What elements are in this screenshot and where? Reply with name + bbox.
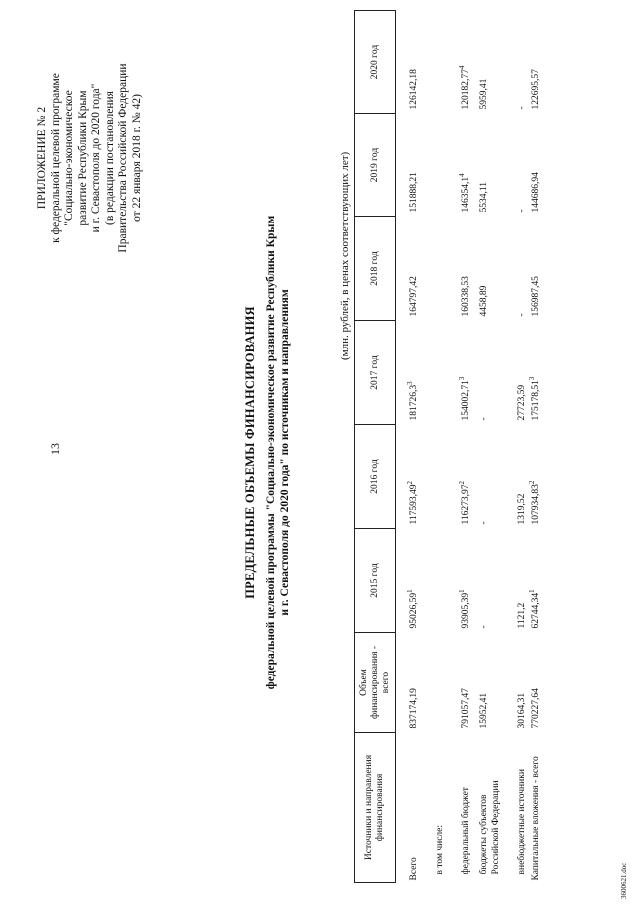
cell-2018: 164797,42	[409, 276, 419, 317]
subtitle-line-1: федеральной целевой программы "Социально-экономическое развитие Республики Крым	[265, 215, 277, 690]
header-source: Источники и направления финансирования	[355, 733, 396, 883]
cell-2015: 93905,39$^1$	[458, 589, 471, 629]
row-label: Капитальные вложения - всего	[531, 756, 541, 881]
cell-total: 15952,41	[479, 692, 489, 729]
subtitle-line-2: и г. Севастополя до 2020 года" по источникам и направлениям	[279, 289, 291, 616]
header-2017: 2017 год	[355, 321, 396, 425]
cell-2018: -	[517, 313, 527, 317]
header-2019: 2019 год	[355, 114, 396, 217]
footnote-mark: 3	[406, 381, 414, 385]
table-row-subjects	[472, 11, 502, 883]
row-label: бюджеты субъектов Российской Федерации	[479, 780, 501, 875]
appendix-line: ПРИЛОЖЕНИЕ № 2	[36, 106, 48, 210]
cell-2020: 5959,41	[479, 78, 489, 110]
cell-total: 791057,47	[461, 688, 471, 729]
cell-2017: -	[479, 417, 489, 421]
footnote-mark: 4	[458, 65, 466, 70]
cell-2017: 175178,51$^3$	[528, 376, 541, 421]
financing-table	[354, 10, 542, 883]
row-label: Всего	[409, 857, 419, 881]
table-row-total	[396, 11, 421, 883]
table-header-row	[355, 11, 396, 883]
appendix-line: к федеральной целевой программе	[49, 73, 62, 243]
header-2018: 2018 год	[355, 217, 396, 321]
cell-2018: 4458,89	[479, 285, 489, 317]
cell-2016: 116273,97$^2$	[458, 480, 471, 525]
footnote-mark: 3	[528, 376, 536, 381]
document-title: ПРЕДЕЛЬНЫЕ ОБЪЕМЫ ФИНАНСИРОВАНИЯ	[243, 306, 257, 599]
table-row-federal	[446, 11, 472, 883]
cell-total: 837174,19	[409, 688, 419, 729]
cell-2020: -	[517, 106, 527, 110]
cell-2019: 151888,21	[409, 172, 419, 213]
cell-2017: 154002,71$^3$	[458, 376, 471, 421]
document-code: 3600621.doc	[620, 862, 628, 899]
row-label: федеральный бюджет	[461, 787, 471, 875]
cell-2016: -	[479, 521, 489, 525]
header-2015: 2015 год	[355, 529, 396, 633]
header-total: Объем финансирования - всего	[355, 633, 396, 733]
cell-2020: 120182,77$^4$	[458, 65, 471, 110]
cell-2015: 1121,2	[517, 602, 527, 629]
cell-2017: 181726,3$^3$	[406, 381, 419, 421]
row-label: внебюджетные источники	[517, 769, 527, 875]
cell-2019: 144686,94	[531, 172, 541, 213]
cell-2015: 95026,59$^1$	[406, 589, 419, 629]
footnote-mark: 2	[406, 480, 414, 485]
table-row-including	[420, 11, 446, 883]
footnote-mark: 3	[458, 376, 466, 381]
footnote-mark: 1	[406, 589, 414, 593]
cell-2017: 27723,59	[517, 384, 527, 421]
cell-2020: 122695,57	[531, 69, 541, 110]
cell-total: 30164,31	[517, 692, 527, 729]
footnote-mark: 1	[528, 589, 536, 593]
cell-2015: 62744,34$^1$	[528, 589, 541, 629]
cell-2019: -	[517, 209, 527, 213]
cell-2016: 1319,52	[517, 493, 527, 525]
appendix-line: (в редакции постановления	[103, 91, 116, 225]
footnote-mark: 2	[528, 480, 536, 485]
cell-2015: -	[479, 625, 489, 629]
cell-2019: 5534,11	[479, 181, 489, 213]
footnote-mark: 1	[458, 589, 466, 593]
appendix-line: и г. Севастополя до 2020 года"	[90, 83, 102, 233]
cell-2018: 160338,53	[461, 276, 471, 317]
appendix-line: Правительства Российской Федерации	[117, 63, 129, 253]
cell-total: 770227,64	[531, 688, 541, 729]
document-subtitle	[264, 0, 292, 905]
table-row-offbudget	[502, 11, 528, 883]
appendix-line: от 22 января 2018 г. № 42)	[130, 94, 143, 222]
appendix-line: "Социально-экономическое	[63, 90, 75, 226]
appendix-header	[36, 23, 144, 293]
header-2020: 2020 год	[355, 11, 396, 114]
footnote-mark: 4	[458, 173, 466, 177]
footnote-mark: 2	[458, 480, 466, 485]
page-number: 13	[48, 443, 62, 455]
cell-2016: 117593,49$^2$	[406, 480, 419, 525]
appendix-line: развитие Республики Крым	[76, 90, 89, 226]
row-label: в том числе:	[435, 824, 445, 875]
units-note: (млн. рублей, в ценах соответствующих лет)	[339, 151, 351, 360]
cell-2019: 146354,1$^4$	[458, 173, 471, 213]
cell-2018: 156987,45	[531, 276, 541, 317]
header-2016: 2016 год	[355, 425, 396, 529]
table-row-capital	[528, 11, 542, 883]
cell-2020: 126142,18	[409, 69, 419, 110]
cell-2016: 107934,83$^2$	[528, 480, 541, 525]
